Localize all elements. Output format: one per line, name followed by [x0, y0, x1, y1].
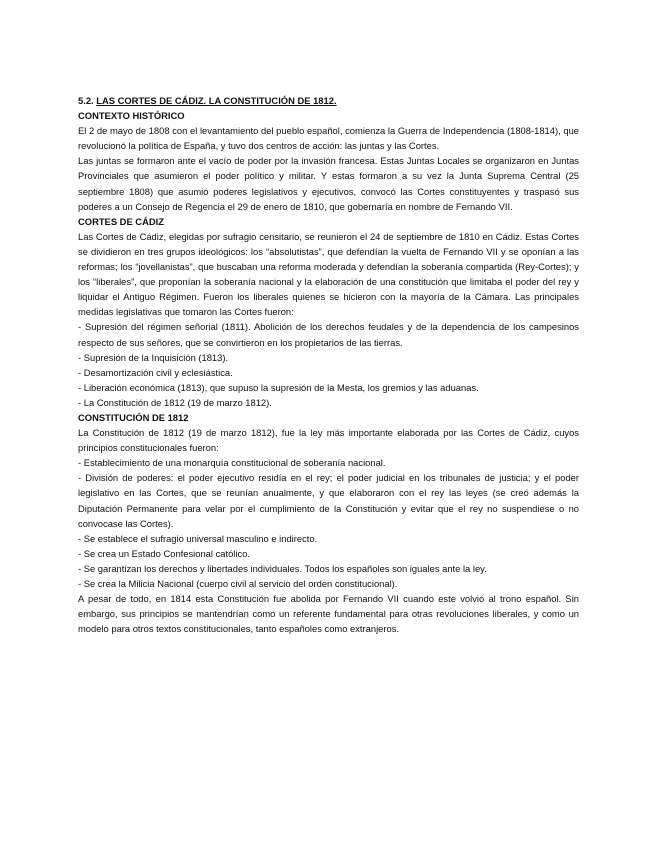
principle-item: - Se garantizan los derechos y libertades individuales. Todos los españoles son iguales ante la ley.	[78, 562, 487, 574]
paragraph-juntas: Las juntas se formaron ante el vacío de poder por la invasión francesa. Estas Juntas Locales se organizaron en Juntas Provinciales que asumieron el poder político y militar. Y estas formaron a su vez la Junta Suprema Central (25 septiembre 1808) que asumió poderes legislativos y ejecutivos, convocó las Cortes constituyentes y traspasó sus poderes a un Consejo de Regencia el 29 de enero de 1810, que gobernaría en nombre de Fernando VII.	[78, 155, 579, 212]
paragraph-conclusion: A pesar de todo, en 1814 esta Constitución fue abolida por Fernando VII cuando este volvió al trono español. Sin embargo, sus principios se mantendrían como un referente fundamental para otras revoluciones liberales, y como un modelo para otros textos constitucionales, tanto españoles como extranjeros.	[78, 593, 579, 635]
section-number: 5.2.	[78, 95, 94, 106]
principle-item: - Se crea la Milicia Nacional (cuerpo civil al servicio del orden constitucional).	[78, 578, 398, 589]
measure-item: - La Constitución de 1812 (19 de marzo 1812).	[78, 396, 272, 408]
principle-item: - Establecimiento de una monarquía constitucional de soberanía nacional.	[78, 457, 386, 469]
measure-item: - Liberación económica (1813), que supuso la supresión de la Mesta, los gremios y las aduanas.	[78, 381, 479, 393]
measure-item: - Supresión de la Inquisición (1813).	[78, 351, 229, 363]
measure-item: - Desamortización civil y eclesiástica.	[78, 366, 233, 378]
principle-item: - Se crea un Estado Confesional católico.	[78, 547, 250, 559]
section-title-text: LAS CORTES DE CÁDIZ. LA CONSTITUCIÓN DE 1812.	[96, 95, 337, 106]
heading-constitucion-1812: CONSTITUCIÓN DE 1812	[78, 411, 189, 423]
heading-contexto-historico: CONTEXTO HISTÓRICO	[78, 110, 185, 122]
document-body	[78, 93, 579, 636]
principle-item: - Se establece el sufragio universal masculino e indirecto.	[78, 532, 318, 544]
paragraph-constitucion: La Constitución de 1812 (19 de marzo 1812), fue la ley más importante elaborada por las Cortes de Cádiz, cuyos principios constitucionales fueron:	[78, 427, 579, 454]
section-title	[78, 93, 579, 108]
paragraph-cortes-de-cadiz: Las Cortes de Cádiz, elegidas por sufragio censitario, se reunieron el 24 de septiembre de 1810 en Cádiz. Estas Cortes se dividieron en tres grupos ideológicos: los “absolutistas”, que defendían la vuelta de Fernando VII y se oponían a las reformas; los “jovellanistas”, que buscaban una reforma moderada y defendían la soberanía compartida (Rey-Cortes); y los “liberales”, que proponían la soberanía nacional y la elaboración de una constitución que limitaba el poder del rey y liquidar el Antiguo Régimen. Fueron los liberales quienes se hicieron con la mayoría de la Cámara. Las principales medidas legislativas que tomaron las Cortes fueron:	[78, 230, 579, 318]
paragraph-guerra-independencia: El 2 de mayo de 1808 con el levantamiento del pueblo español, comienza la Guerra de Independencia (1808-1814), que revolucionó la política de España, y tuvo dos centros de acción: las juntas y las Cortes.	[78, 125, 579, 152]
principle-item: - División de poderes: el poder ejecutivo residía en el rey; el poder judicial en los tribunales de justicia; y el poder legislativo en las Cortes, que se reunían anualmente, y que elaboraron con el rey las leyes (se creó además la Diputación Permanente para velar por el cumplimiento de la Constitución y evitar que el rey no suspendiese o no convocase las Cortes).	[78, 472, 579, 529]
heading-cortes-de-cadiz: CORTES DE CÁDIZ	[78, 215, 164, 227]
measure-item: - Supresión del régimen señorial (1811). Abolición de los derechos feudales y de la dependencia de los campesinos respecto de sus señores, que se convirtieron en los propietarios de las tierras.	[78, 321, 579, 348]
